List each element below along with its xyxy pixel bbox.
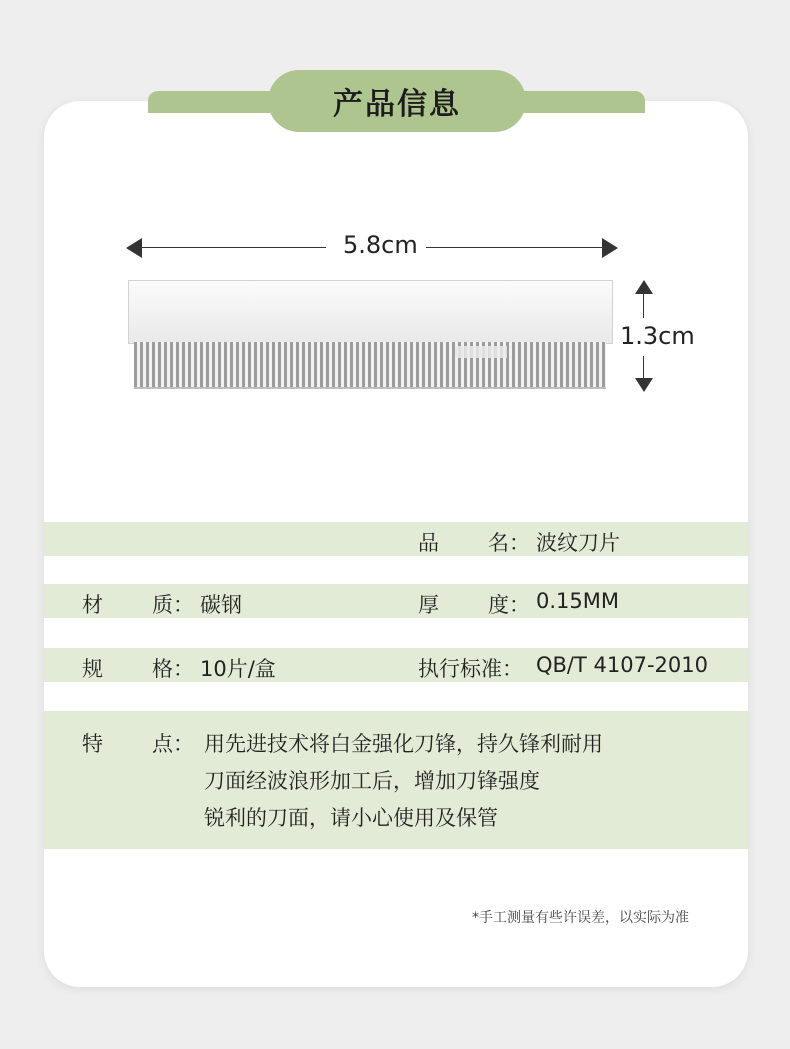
spec-value: 10片/盒	[200, 657, 276, 681]
arrow-up-icon	[633, 278, 655, 296]
height-line-top	[643, 294, 644, 318]
feature-line-1: 用先进技术将白金强化刀锋，持久锋利耐用	[204, 732, 603, 756]
arrow-left-icon	[124, 236, 144, 260]
width-line-right	[426, 247, 604, 248]
width-line-left	[140, 247, 326, 248]
standard-value: QB/T 4107-2010	[536, 653, 708, 677]
blade-image	[128, 280, 613, 344]
thickness-label-1: 厚	[418, 593, 439, 617]
material-label-2: 质：	[152, 593, 194, 617]
feature-line-3: 锐利的刀面，请小心使用及保管	[204, 806, 498, 830]
material-value: 碳钢	[200, 593, 242, 617]
width-label: 5.8cm	[343, 231, 418, 259]
row-name	[44, 522, 748, 556]
height-label: 1.3cm	[620, 322, 695, 350]
spec-label-2: 格：	[152, 657, 194, 681]
blade-mark	[455, 346, 507, 358]
name-label-1: 品	[418, 531, 439, 555]
standard-label: 执行标准：	[418, 657, 523, 681]
title-pill	[268, 70, 526, 132]
thickness-value: 0.15MM	[536, 589, 619, 613]
name-label-2: 名：	[488, 531, 530, 555]
material-label-1: 材	[82, 593, 103, 617]
row-material	[44, 584, 748, 618]
arrow-right-icon	[600, 236, 620, 260]
spec-label-1: 规	[82, 657, 103, 681]
feature-line-2: 刀面经波浪形加工后，增加刀锋强度	[204, 769, 540, 793]
thickness-label-2: 度：	[488, 593, 530, 617]
measurement-note: *手工测量有些许误差，以实际为准	[472, 910, 689, 926]
page-title: 产品信息	[333, 87, 461, 122]
name-value: 波纹刀片	[536, 531, 620, 555]
arrow-down-icon	[633, 376, 655, 394]
blade-teeth	[134, 342, 606, 389]
feature-label-2: 点：	[152, 732, 194, 756]
feature-label-1: 特	[82, 732, 103, 756]
